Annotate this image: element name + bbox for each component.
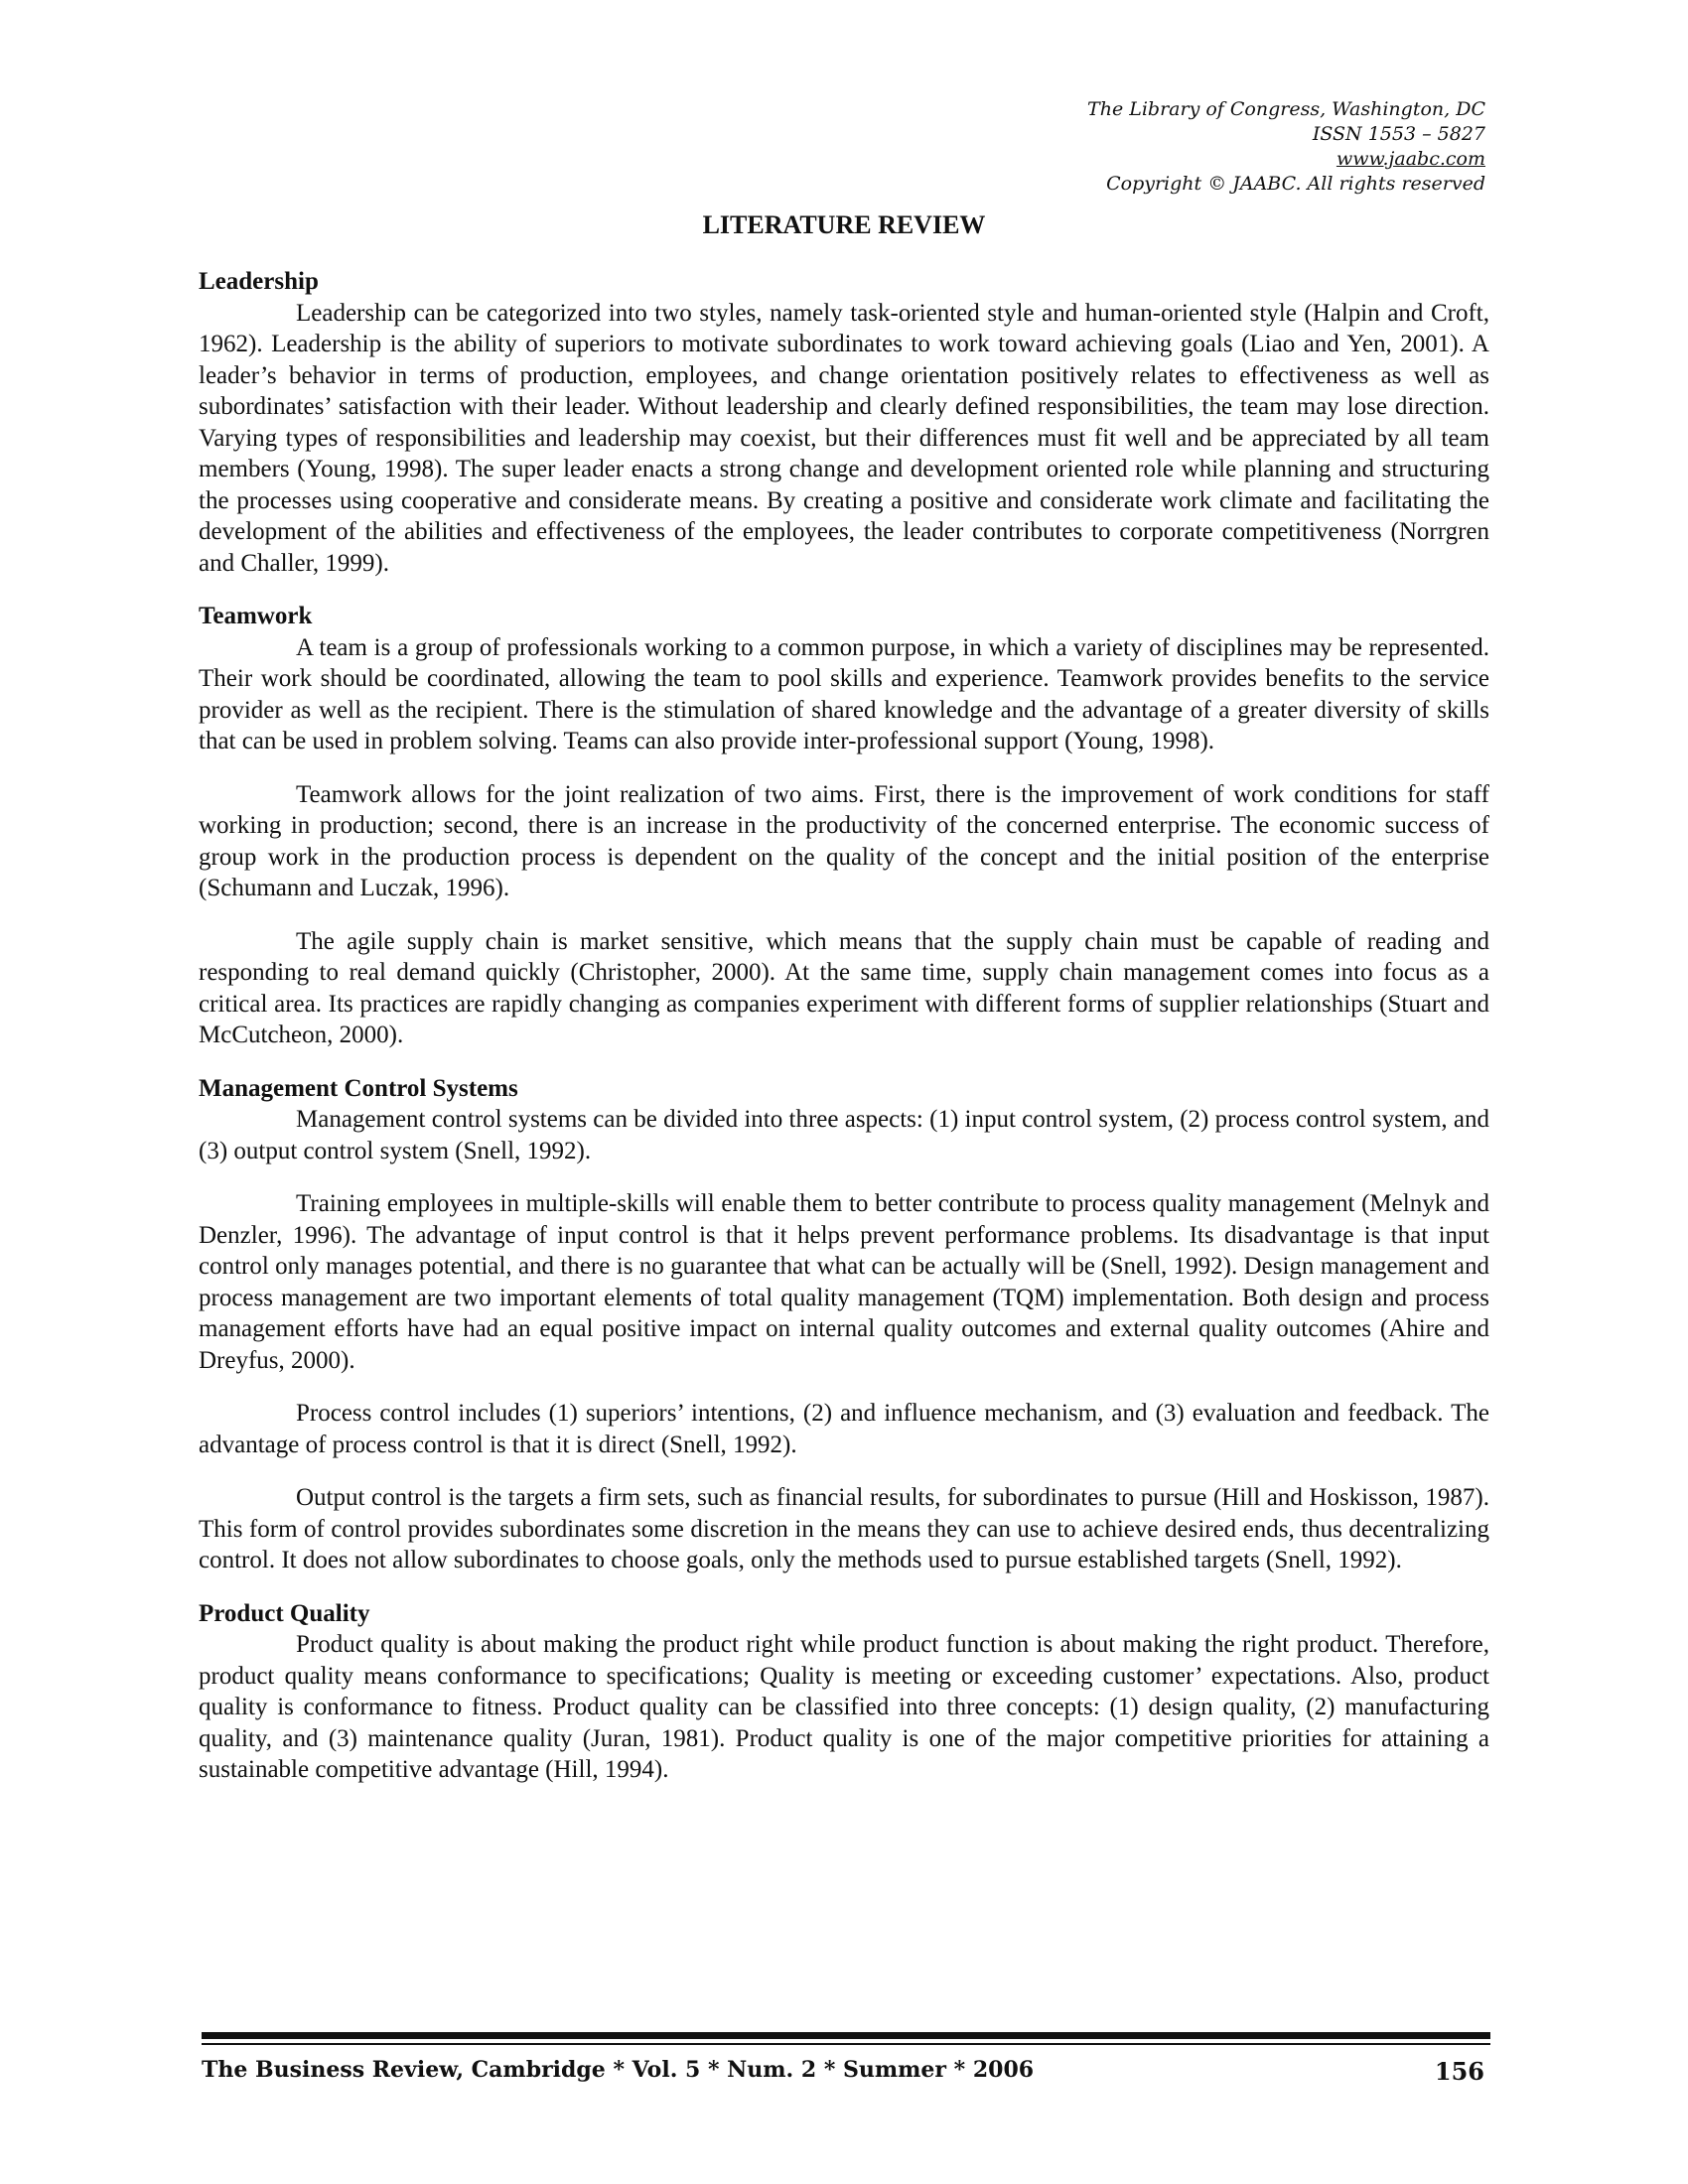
footer-journal: The Business Review, Cambridge * Vol. 5 * Num. 2 * Summer * 2006 (202, 2057, 1035, 2083)
paragraph: Management control systems can be divided into three aspects: (1) input control system, (2) process control system, and (3) output control system (Snell, 1992). (199, 1106, 1489, 1164)
paragraph: The agile supply chain is market sensitive, which means that the supply chain must be capable of reading and responding to real demand quickly (Christopher, 2000). At the same time, supply chain management comes into focus as a critical area. Its practices are rapidly changing as companies experiment with different forms of supplier relationships (Stuart and McCutcheon, 2000). (199, 927, 1489, 1048)
article-body (199, 266, 1489, 1786)
heading-management-control-systems: Management Control Systems (199, 1074, 518, 1102)
footer-rule-thin (202, 2043, 1490, 2045)
header-copyright: Copyright © JAABC. All rights reserved (1106, 173, 1485, 195)
paragraph: Teamwork allows for the joint realization of two aims. First, there is the improvement of work conditions for staff working in production; second, there is an increase in the productivity of the concerned enterprise. The economic success of group work in the production process is dependent on the quality of the concept and the initial position of the enterprise (Schumann and Luczak, 1996). (199, 780, 1489, 901)
paragraph: A team is a group of professionals working to a common purpose, in which a variety of disciplines may be represented. Their work should be coordinated, allowing the team to pool skills and experience. Teamwork provides benefits to the service provider as well as the recipient. There is the stimulation of shared knowledge and the advantage of a greater diversity of skills that can be used in problem solving. Teams can also provide inter-professional support (Young, 1998). (199, 633, 1489, 754)
paragraph: Product quality is about making the product right while product function is about making the right product. Therefore, product quality means conformance to specifications; Quality is meeting or exceeding customer’ expectations. Also, product quality is conformance to fitness. Product quality can be classified into three concepts: (1) design quality, (2) manufacturing quality, and (3) maintenance quality (Juran, 1981). Product quality is one of the major competitive priorities for attaining a sustainable competitive advantage (Hill, 1994). (199, 1631, 1489, 1783)
heading-teamwork: Teamwork (199, 603, 313, 629)
paragraph: Training employees in multiple-skills will enable them to better contribute to process quality management (Melnyk and Denzler, 1996). The advantage of input control is that it helps prevent performance problems. Its disadvantage is that input control only manages potential, and there is no guarantee that what can be actually will be (Snell, 1992). Design management and process management are two important elements of total quality management (TQM) implementation. Both design and process management efforts have had an equal positive impact on internal quality outcomes and external quality outcomes (Ahire and Dreyfus, 2000). (199, 1190, 1489, 1374)
heading-leadership: Leadership (199, 268, 319, 295)
heading-product-quality: Product Quality (199, 1599, 370, 1627)
header-website-link[interactable]: www.jaabc.com (1336, 148, 1485, 170)
page-number: 156 (1434, 2057, 1484, 2086)
footer-rule (202, 2032, 1490, 2039)
header-issn: ISSN 1553 – 5827 (1312, 123, 1485, 145)
page-header (1087, 97, 1485, 197)
header-library: The Library of Congress, Washington, DC (1087, 98, 1485, 120)
paragraph: Output control is the targets a firm sets, such as financial results, for subordinates to pursue (Hill and Hoskisson, 1987). This form of control provides subordinates some discretion in the means they can use to achieve desired ends, thus decentralizing control. It does not allow subordinates to choose goals, only the methods used to pursue established targets (Snell, 1992). (199, 1484, 1489, 1573)
paragraph: Leadership can be categorized into two styles, namely task-oriented style and human-oriented style (Halpin and Croft, 1962). Leadership is the ability of superiors to motivate subordinates to work toward achieving goals (Liao and Yen, 2001). A leader’s behavior in terms of production, employees, and change orientation positively relates to effectiveness as well as subordinates’ satisfaction with their leader. Without leadership and clearly defined responsibilities, the team may lose direction. Varying types of responsibilities and leadership may coexist, but their differences must fit well and be appreciated by all team members (Young, 1998). The super leader enacts a strong change and development oriented role while planning and structuring the processes using cooperative and considerate means. By creating a positive and considerate work climate and facilitating the development of the abilities and effectiveness of the employees, the leader contributes to corporate competitiveness (Norrgren and Challer, 1999). (199, 299, 1489, 577)
section-title: LITERATURE REVIEW (702, 210, 986, 239)
paragraph: Process control includes (1) superiors’ intentions, (2) and influence mechanism, and (3) evaluation and feedback. The advantage of process control is that it is direct (Snell, 1992). (199, 1400, 1489, 1458)
